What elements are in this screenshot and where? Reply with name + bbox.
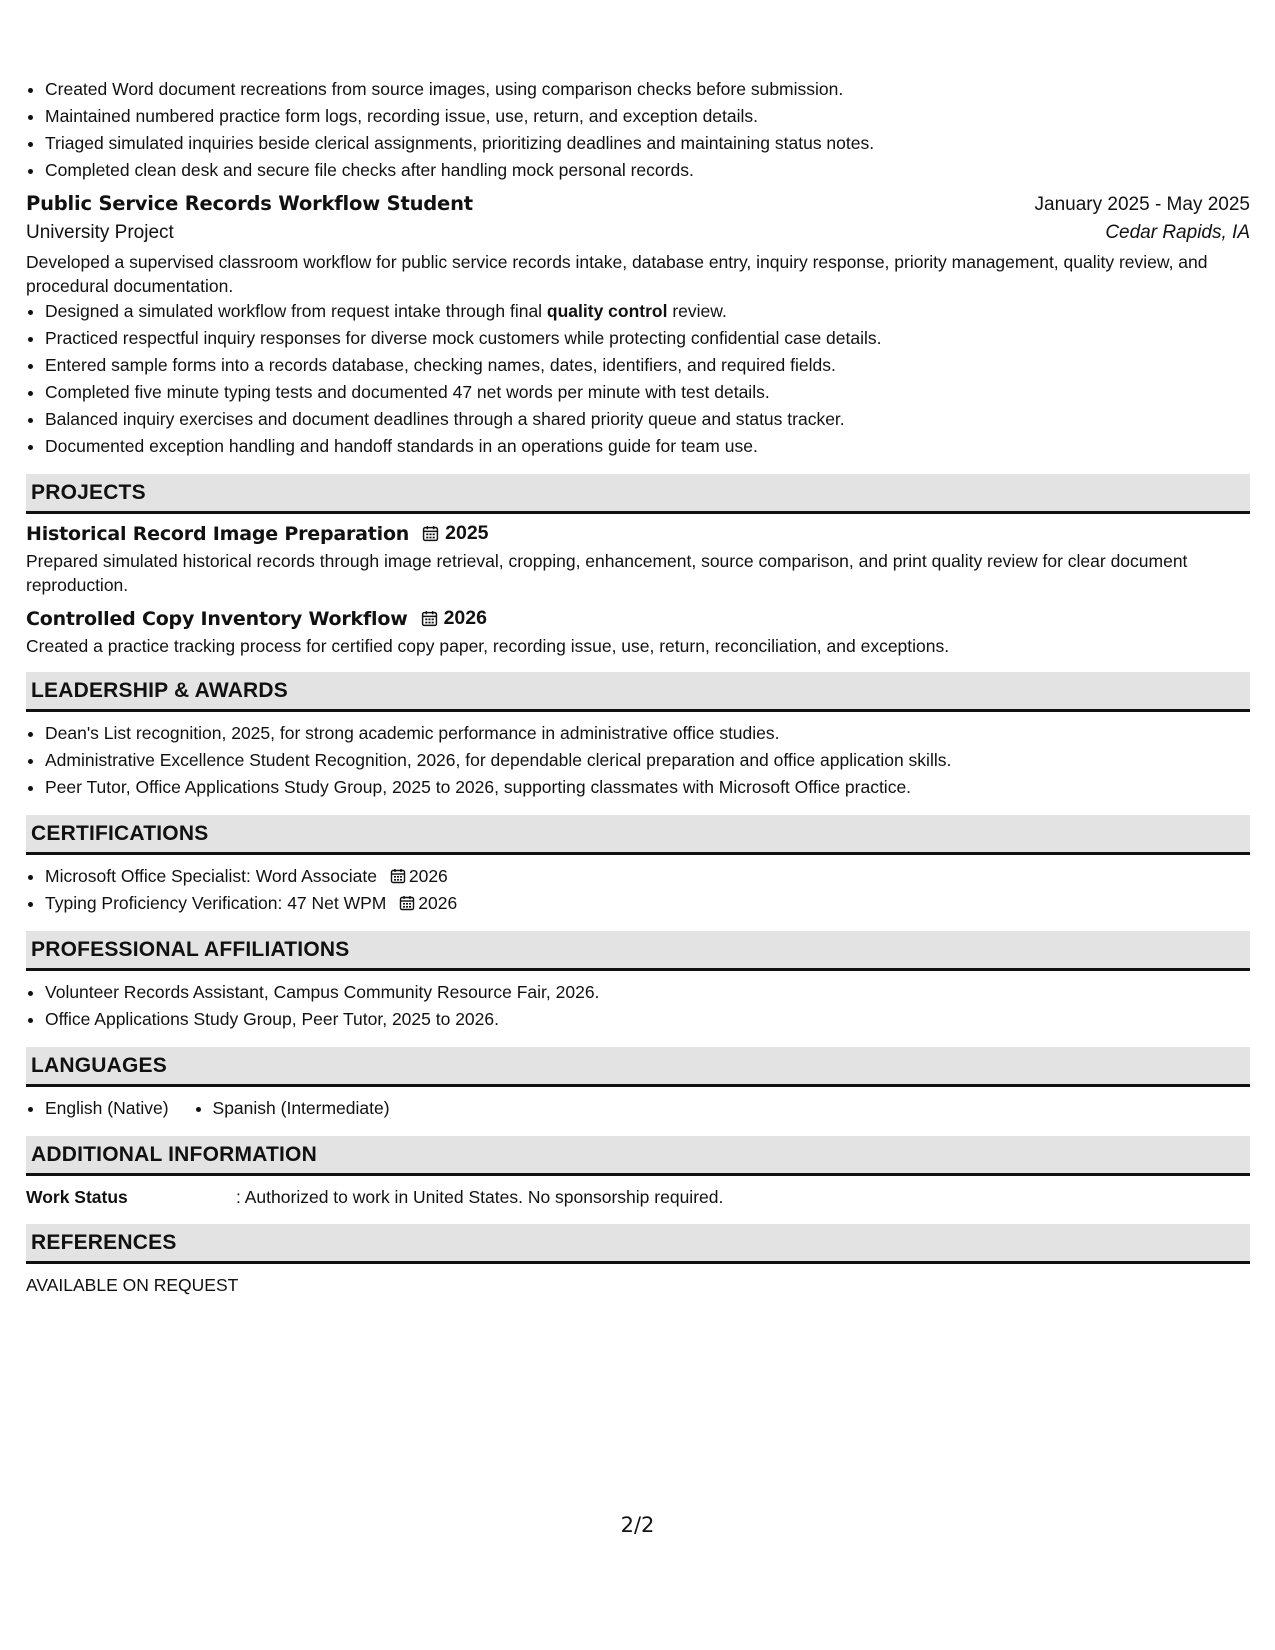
project-title: Historical Record Image Preparation: [26, 522, 410, 545]
job-dates: January 2025 - May 2025: [1034, 194, 1250, 215]
list-item: • Documented exception handling and handoff standards in an operations guide for team use.: [45, 433, 1250, 460]
list-item: • Spanish (Intermediate): [213, 1095, 390, 1122]
references-text: AVAILABLE ON REQUEST: [26, 1275, 239, 1295]
section-title: ADDITIONAL INFORMATION: [31, 1142, 317, 1166]
calendar-icon: [390, 868, 406, 884]
additional-info-row: [26, 1184, 1250, 1210]
section-title: CERTIFICATIONS: [31, 821, 209, 845]
page-number: 2/2: [620, 1513, 655, 1537]
job-description: Developed a supervised classroom workflow for public service records intake, database entry, inquiry response, priority management, quality review, and procedural documentation.: [26, 252, 1208, 296]
project-description: Prepared simulated historical records through image retrieval, cropping, enhancement, source comparison, and print quality review for clear document reproduction.: [26, 551, 1188, 595]
list-item: [45, 890, 1250, 917]
job-subheader: [26, 222, 1250, 244]
section-heading-projects: [26, 474, 1250, 514]
list-item: • English (Native): [45, 1095, 169, 1122]
job-organization: University Project: [26, 222, 174, 243]
section-title: PROJECTS: [31, 480, 146, 504]
list-item: [45, 863, 1250, 890]
section-heading-affiliations: [26, 931, 1250, 971]
work-status-value: : Authorized to work in United States. No sponsorship required.: [236, 1187, 724, 1207]
list-item: • Completed five minute typing tests and documented 47 net words per minute with test details.: [45, 379, 1250, 406]
project-description: Created a practice tracking process for certified copy paper, recording issue, use, return, reconciliation, and exceptions.: [26, 636, 950, 656]
section-title: PROFESSIONAL AFFILIATIONS: [31, 937, 350, 961]
section-heading-certifications: [26, 815, 1250, 855]
section-title: REFERENCES: [31, 1230, 177, 1254]
list-item: • Completed clean desk and secure file checks after handling mock personal records.: [45, 157, 1250, 184]
list-item: • Dean's List recognition, 2025, for strong academic performance in administrative office studies.: [45, 720, 1250, 747]
project-year: 2026: [443, 607, 487, 629]
bullet-text: Designed a simulated workflow from request intake through final: [45, 301, 547, 321]
calendar-icon: [399, 895, 415, 911]
job-header: [26, 192, 1250, 216]
list-item: • Administrative Excellence Student Recognition, 2026, for dependable clerical preparation and office application skills.: [45, 747, 1250, 774]
calendar-icon: [422, 525, 439, 542]
work-status-label: Work Status: [26, 1187, 128, 1207]
bullet-text: review.: [667, 301, 727, 321]
languages-list: [26, 1095, 1250, 1122]
list-item: • Entered sample forms into a records database, checking names, dates, identifiers, and required fields.: [45, 352, 1250, 379]
list-item: • Maintained numbered practice form logs, recording issue, use, return, and exception details.: [45, 103, 1250, 130]
list-item: • Peer Tutor, Office Applications Study Group, 2025 to 2026, supporting classmates with Microsoft Office practice.: [45, 774, 1250, 801]
certification-name: Typing Proficiency Verification: 47 Net WPM: [45, 893, 387, 913]
project-header: [26, 522, 1250, 545]
intro-bullet-list: [26, 76, 1250, 184]
calendar-icon: [421, 610, 438, 627]
list-item: • Balanced inquiry exercises and document deadlines through a shared priority queue and status tracker.: [45, 406, 1250, 433]
certification-year: 2026: [418, 893, 458, 913]
job-title: Public Service Records Workflow Student: [26, 192, 473, 215]
section-heading-additional-information: [26, 1136, 1250, 1176]
list-item: • Triaged simulated inquiries beside clerical assignments, prioritizing deadlines and maintaining status notes.: [45, 130, 1250, 157]
section-heading-leadership: [26, 672, 1250, 712]
resume-page: [26, 76, 1250, 1298]
list-item: • Practiced respectful inquiry responses for diverse mock customers while protecting confidential case details.: [45, 325, 1250, 352]
list-item: • Office Applications Study Group, Peer Tutor, 2025 to 2026.: [45, 1006, 1250, 1033]
project-header: [26, 607, 1250, 630]
bullet-bold-text: quality control: [546, 301, 668, 321]
section-title: LEADERSHIP & AWARDS: [31, 678, 288, 702]
list-item: [45, 298, 1250, 325]
certification-year: 2026: [408, 866, 448, 886]
job-location: Cedar Rapids, IA: [1105, 222, 1250, 243]
section-heading-languages: [26, 1047, 1250, 1087]
section-title: LANGUAGES: [31, 1053, 167, 1077]
job-bullet-list: [26, 298, 1250, 460]
project-title: Controlled Copy Inventory Workflow: [26, 607, 408, 630]
list-item: • Volunteer Records Assistant, Campus Community Resource Fair, 2026.: [45, 979, 1250, 1006]
project-year: 2025: [445, 522, 489, 544]
certification-name: Microsoft Office Specialist: Word Associate: [45, 866, 377, 886]
leadership-list: [26, 720, 1250, 801]
certifications-list: [26, 863, 1250, 917]
list-item: • Created Word document recreations from source images, using comparison checks before submission.: [45, 76, 1250, 103]
affiliations-list: [26, 979, 1250, 1033]
section-heading-references: [26, 1224, 1250, 1264]
